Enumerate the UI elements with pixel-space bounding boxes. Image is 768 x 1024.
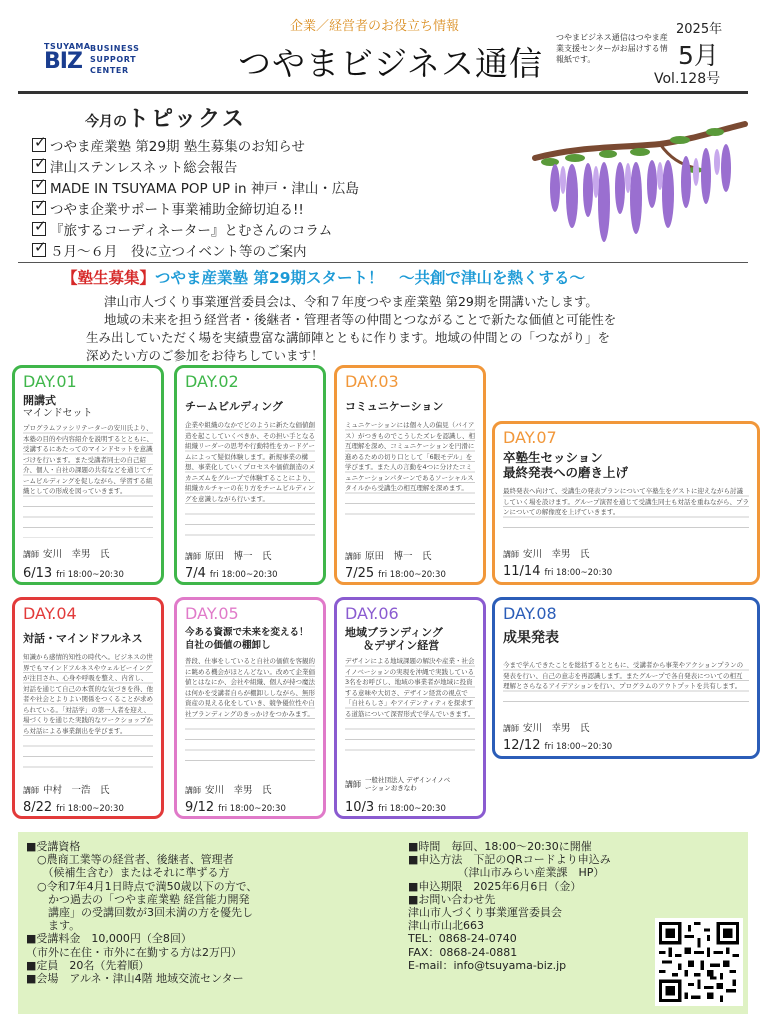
tsuyama-biz-logo [44,42,164,80]
section-divider [18,262,748,263]
topics-list [32,134,359,260]
topics-heading: 今月のトピックス [85,107,246,132]
newsletter-subtitle: 企業／経営者のお役立ち情報 [290,19,460,34]
day-card-06: DAY.06 地域ブランディング ＆デザイン経営 デザインによる地域課題の解決や産業・社会イノベーションの実現を沖縄で実践している3名をお呼びし、地域の事業者が地域に投資する意味や大切さ、デザイン経営の視点で「自社らしさ」やアイデンティティを探求する道筋について深習形式で学んでいきます。 講師 一般社団法人 デザインイノベーションおきなわ 10/3 fri 18:00~20:30 [334,597,486,819]
topic-item: ✓ つやま企業サポート事業補助金締切迫る!! [32,197,359,218]
day-card-03: DAY.03 コミュニケーション ミュニケーションには個々人の偏見（バイアス）がつきものでこうしたズレを認識し、相互理解を深め、コミュニケーションを円滑に進めるための切り口として「6眼モデル」を学びます。また人の言動を4つに分けたコミュニケーションパターンであるソーシャルスタイルから受講生の相互理解を深めます。 講師 原田 博一 氏 7/25 fri 18:00~20:30 [334,365,486,585]
checkbox-icon [32,243,46,257]
day-card-02: DAY.02 チームビルディング 企業や組織のなかでどのように新たな価値創造を起こしていくべきか、その担い手となる組織リーダーの思考や行動特性をカードゲームによって疑似体験します。新規事業の構想、事業化していくプロセスや価値創造のメカニズムをグループで体験することにより、組織カルチャーの在り方をチームビルディングを意識しながら行います。 講師 原田 博一 氏 7/4 fri 18:00~20:30 [174,365,326,585]
day-card-01: DAY.01 開講式 マインドセット プログラムファシリテーターの安川氏より、本塾の目的や内容紹介を説明するとともに、受講するにあたってのマインドセットを意識づけを行います。また受講者同士の自己紹介、個人・自社の課題の共有などを通じてチームビルディングを促しながら、学習する組織としての形成を図っていきます。 講師 安川 幸男 氏 6/13 fri 18:00~20:30 [12,365,164,585]
topic-item: ✓ MADE IN TSUYAMA POP UP in 神戸・津山・広島 [32,176,359,197]
topic-item: ✓ つやま産業塾 第29期 塾生募集のお知らせ [32,134,359,155]
day-card-08: DAY.08 成果発表 今まで学んできたことを総括するとともに、受講者から事業やアクションプランの発表を行い、自己の意志を再認識します。またグループで各自発表についての相互理解とさらなるアイデアションを行い、プログラムのアウトプットを共有します。 講師 安川 幸男 氏 12/12 fri 18:00~20:30 [492,597,760,759]
application-contact-info: ■時間 毎回、18:00～20:30に開催 ■申込方法 下記のQRコードより申込み （津山市みらい産業課 HP） ■申込期限 2025年6月6日（金） ■お問い合わせ先 津山市人づくり事業運営委員会 津山市山北663 TEL：0868-24-0740 FAX：0868-24-0881 E-mail：info@tsuyama-biz.jp [408,840,611,972]
eligibility-info: ■受講資格 ○農商工業等の経営者、後継者、管理者 （候補生含む）またはそれに準ずる方 ○令和7年4月1日時点で満50歳以下の方で、 かつ過去の「つやま産業塾 経営能力開発 講座」の受講回数が3回未満の方を優先し ます。 ■受講料金 10,000円（全8回） （市外に在住・市外に在勤する方は2万円） ■定員 20名（先着順） ■会場 アルネ・津山4階 地域交流センター [26,840,258,986]
logo-text: BUSINESS SUPPORT CENTER [90,44,140,75]
application-qr-code[interactable] [655,918,743,1006]
logo-mark: TSUYAMA BIZ [44,42,91,74]
issue-volume: Vol.128号 [654,71,721,87]
day-card-05: DAY.05 今ある資源で未来を変える！ 自社の価値の棚卸し 普段、仕事をしていると自社の価値を客観的に眺める機会がほとんどない。改めて企業価値とはなにか、会社や組織、個人が持つ魔法は何かを受講者自らが棚卸ししながら、無形資産の見える化をしていき、競争優位性や自社ブランディングのきっかけをつかみます。 講師 安川 幸男 氏 9/12 fri 18:00~20:30 [174,597,326,819]
topic-item: ✓ ５月～６月 役に立つイベント等のご案内 [32,239,359,260]
newsletter-title: つやまビジネス通信 [238,44,544,83]
checkbox-icon [32,201,46,215]
checkbox-icon [32,222,46,236]
qr-code-icon [659,922,739,1002]
issue-month: 5月 [678,41,719,70]
recruitment-headline: 【塾生募集】つやま産業塾 第29期スタート！ ～共創で津山を熱くする～ [62,269,585,287]
checkbox-icon [32,159,46,173]
checkbox-icon [32,138,46,152]
wisteria-illustration [530,118,750,263]
header-divider [18,91,748,94]
topic-item: ✓ 津山ステンレスネット総会報告 [32,155,359,176]
day-card-04: DAY.04 対話・マインドフルネス 知識から感情的知性の時代へ。ビジネスの世界でもマインドフルネスやウェルビーイングが注目され、心身や呼吸を整え、内省し、対話を通じて自己の本質的な気づきを得、他者や社会とよりよい関係をつくることが求められている。「対話学」の第一人者を迎え、場づくりを通じた実践的なワークショップから対話による事業創出を学びます。 講師 中村 一浩 氏 8/22 fri 18:00~20:30 [12,597,164,819]
recruitment-intro: 津山市人づくり事業運営委員会は、令和７年度つやま産業塾 第29期を開講いたします。 地域の未来を担う経営者・後継者・管理者等の仲間とつながることで新たな価値と可能性を 生み出していただく場を実績豊富な講師陣とともに作ります。地域の仲間との「つながり」を 深めたい方のご参加をお待ちしています！ [86,294,617,363]
header-note: つやまビジネス通信はつやま産業支援センターがお届けする情報紙です。 [556,33,668,64]
checkbox-icon [32,180,46,194]
topic-item: ✓ 『旅するコーディネーター』とむさんのコラム [32,218,359,239]
issue-year: 2025年 [676,22,723,37]
day-card-07: DAY.07 卒塾生セッション 最終発表への磨き上げ 最終発表へ向けて、受講生の発表プランについて卒塾生をゲストに迎えながら討議していく場を設けます。グループ演習を通じて受講生同士も対話を重ねながら、プランについての解像度を上げていきます。 講師 安川 幸男 氏 11/14 fri 18:00~20:30 [492,421,760,585]
